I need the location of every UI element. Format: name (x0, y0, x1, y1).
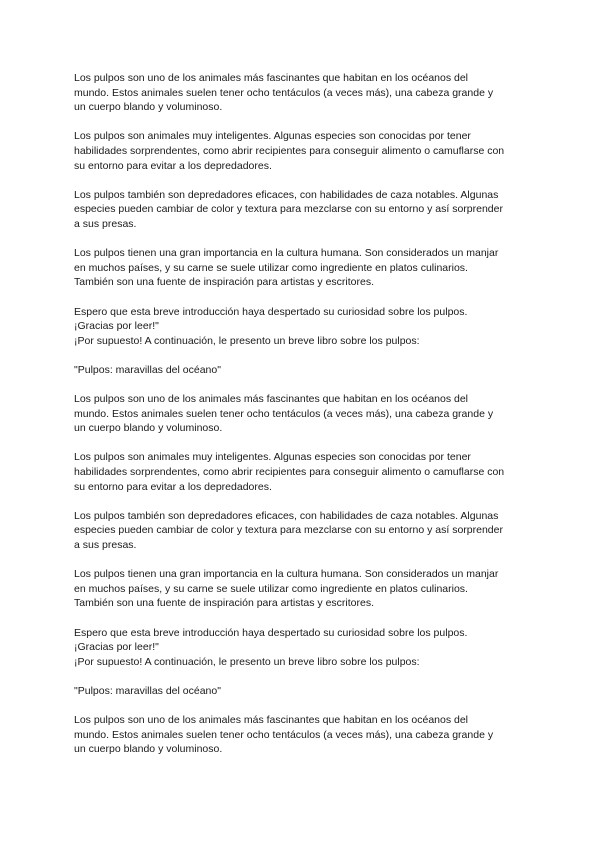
text-line: Espero que esta breve introducción haya despertado su curiosidad sobre los pulpos. (74, 626, 468, 639)
text-line: Los pulpos son uno de los animales más fascinantes que habitan en los océanos del (74, 714, 469, 727)
text-line: su entorno para evitar a los depredadores. (74, 480, 272, 493)
text-line: habilidades sorprendentes, como abrir recipientes para conseguir alimento o camuflarse con (74, 466, 505, 479)
text-line: Los pulpos son uno de los animales más fascinantes que habitan en los océanos del (74, 72, 469, 84)
paragraph (74, 188, 530, 232)
paragraph (74, 509, 530, 553)
paragraph (74, 246, 530, 290)
text-line: a sus presas. (74, 217, 137, 230)
text-line: Los pulpos son animales muy inteligentes. Algunas especies son conocidas por tener (74, 130, 471, 143)
paragraph (74, 305, 530, 349)
paragraph (74, 567, 530, 611)
text-line: habilidades sorprendentes, como abrir recipientes para conseguir alimento o camuflarse con (74, 144, 505, 157)
paragraph (74, 713, 530, 757)
text-line: ¡Por supuesto! A continuación, le presento un breve libro sobre los pulpos: (74, 655, 420, 668)
text-line: ¡Gracias por leer!" (74, 641, 159, 654)
text-line: Espero que esta breve introducción haya despertado su curiosidad sobre los pulpos. (74, 305, 468, 318)
text-line: También son una fuente de inspiración para artistas y escritores. (74, 597, 374, 610)
text-line: Los pulpos también son depredadores eficaces, con habilidades de caza notables. Algunas (74, 188, 499, 201)
document-body (74, 71, 530, 757)
text-line: Los pulpos también son depredadores eficaces, con habilidades de caza notables. Algunas (74, 509, 499, 522)
paragraph (74, 626, 530, 670)
text-line: ¡Gracias por leer!" (74, 320, 159, 333)
text-line: Los pulpos tienen una gran importancia en la cultura humana. Son considerados un manjar (74, 247, 499, 260)
paragraph (74, 450, 530, 494)
book-title (74, 363, 530, 378)
paragraph (74, 129, 530, 173)
text-line: en muchos países, y su carne se suele utilizar como ingrediente en platos culinarios. (74, 582, 468, 595)
text-line: ¡Por supuesto! A continuación, le presento un breve libro sobre los pulpos: (74, 334, 420, 347)
text-line: mundo. Estos animales suelen tener ocho tentáculos (a veces más), una cabeza grande y (74, 86, 494, 99)
text-line: especies pueden cambiar de color y textura para mezclarse con su entorno y así sorprender (74, 203, 503, 216)
text-line: mundo. Estos animales suelen tener ocho tentáculos (a veces más), una cabeza grande y (74, 728, 494, 741)
text-line: un cuerpo blando y voluminoso. (74, 422, 223, 435)
text-line: mundo. Estos animales suelen tener ocho tentáculos (a veces más), una cabeza grande y (74, 407, 494, 420)
book-title (74, 684, 530, 699)
paragraph (74, 71, 530, 115)
text-line: También son una fuente de inspiración para artistas y escritores. (74, 276, 374, 289)
text-line: un cuerpo blando y voluminoso. (74, 101, 223, 114)
paragraph (74, 392, 530, 436)
text-line: un cuerpo blando y voluminoso. (74, 743, 223, 756)
text-line: especies pueden cambiar de color y textura para mezclarse con su entorno y así sorprender (74, 524, 503, 537)
text-line: en muchos países, y su carne se suele utilizar como ingrediente en platos culinarios. (74, 261, 468, 274)
text-line: "Pulpos: maravillas del océano" (74, 684, 221, 697)
text-line: su entorno para evitar a los depredadores. (74, 159, 272, 172)
text-line: Los pulpos son uno de los animales más fascinantes que habitan en los océanos del (74, 393, 469, 406)
text-line: "Pulpos: maravillas del océano" (74, 363, 221, 376)
text-line: Los pulpos tienen una gran importancia en la cultura humana. Son considerados un manjar (74, 568, 499, 581)
text-line: a sus presas. (74, 539, 137, 551)
text-line: Los pulpos son animales muy inteligentes. Algunas especies son conocidas por tener (74, 451, 471, 464)
